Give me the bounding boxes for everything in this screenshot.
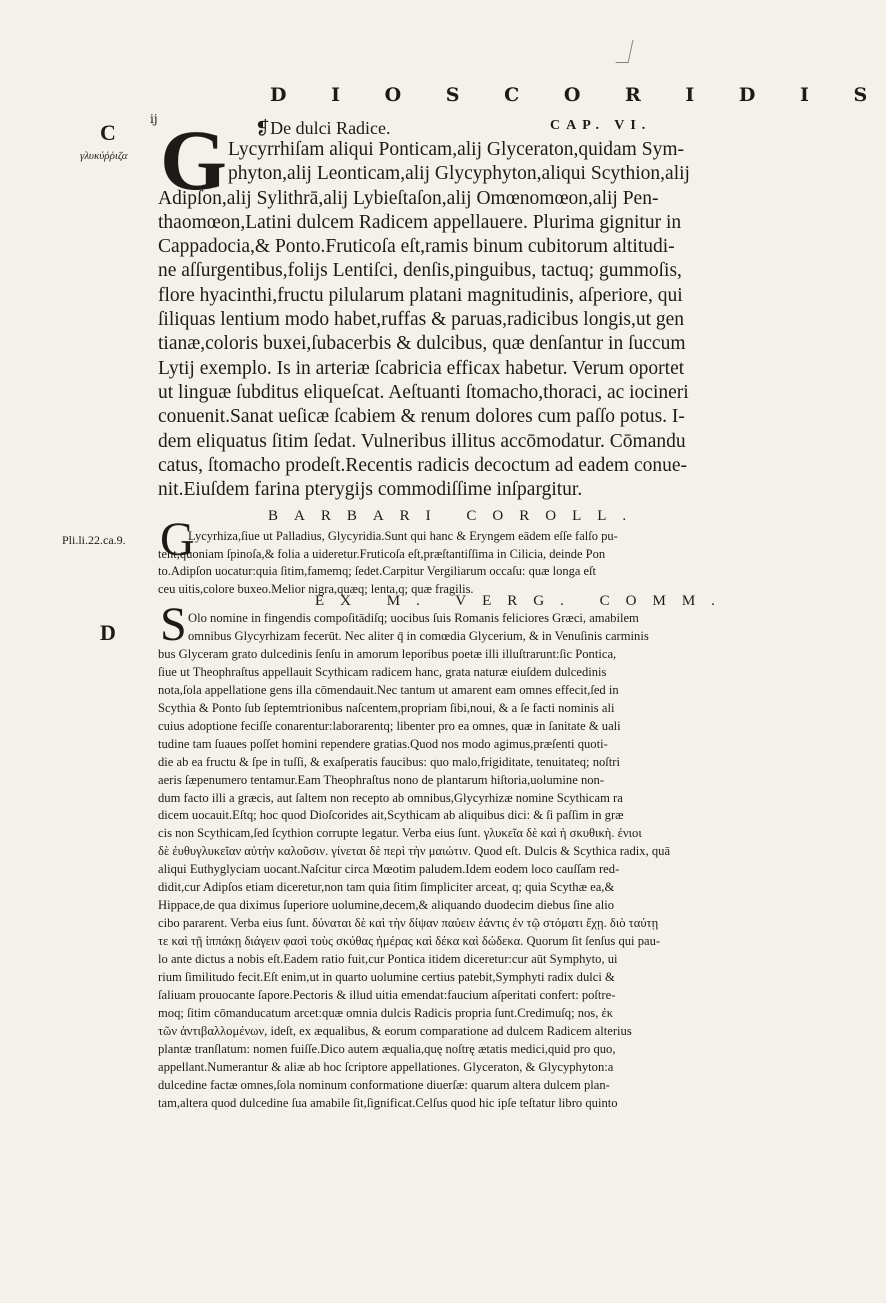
text-line: tent,quoniam ſpinoſa,& folia a uideretur.Fruticoſa eſt,præſtantiſſima in Cilicia, deinde Pon — [158, 546, 606, 561]
commentary-section-heading: EX M. VERG. COMM. — [315, 593, 731, 609]
text-line: conuenit.Sanat ueſicæ ſcabiem & renum dolores cum paſſo potus. I- — [158, 406, 685, 428]
barbari-section-heading: BARBARI COROLL. — [268, 508, 643, 524]
initial-s-commentary: S — [160, 598, 187, 651]
margin-letter-d: D — [100, 620, 116, 645]
text-line: τε καὶ τῇ ἱππάκῃ διάγειν φασὶ τοὺς σκύθας ἡμέρας καὶ δέκα καὶ δώδεκα. Quorum ſit ſenſus qui pau- — [158, 934, 661, 949]
text-line: omnibus Glycyrhizam fecerūt. Nec aliter q̄ in comœdia Glycerium, & in Venuſinis carminis — [188, 628, 649, 643]
margin-pliny-reference: Pli.li.22.ca.9. — [62, 533, 126, 547]
text-line: bus Glyceram grato dulcedinis ſenſu in amorum leporibus poetæ illi illuſtrarunt:ſic Pontica, — [158, 646, 617, 661]
text-line: dum facto illi a græcis, aut ſaltem non recepto ab omnibus,Glycyrhizæ nomine Scythicam ra — [158, 790, 623, 805]
decorated-initial-g: G — [160, 112, 227, 208]
text-line: cibo pararent. Verba eius ſunt. δύναται δὲ καὶ τὴν δίψαν παύειν ἐάντις ἐν τῷ στόματι ἔχῃ. διὸ ταύτῃ — [158, 916, 659, 931]
text-line: ut linguæ ſubditus eliqueſcat. Aeſtuanti ſtomacho,thoraci, ac iocineri — [158, 381, 689, 403]
text-line: Lytij exemplo. Is in arteriæ ſcabricia efficax habetur. Verum oportet — [158, 357, 685, 379]
text-line: lo ante dictus a nobis eſt.Eadem ratio fuit,cur Pontica itidem diceretur:cur aūt Symphyto, ui — [158, 952, 618, 967]
text-line: dem eliquatus ſitim ſedat. Vulneribus illitus accōmodatur. Cōmandu — [158, 430, 686, 452]
text-line: ceu uitis,colore buxeo.Melior nigra,quæq; lenta,q; quæ fragilis. — [158, 581, 474, 596]
commentary-text-block — [158, 610, 773, 1113]
text-line: aeris ſæpenumero tentamur.Eam Theophraſtus nono de plantarum hiſtoria,uolumine non- — [158, 772, 605, 787]
text-line: Lycyrrhiſam aliqui Ponticam,alij Glyceraton,quidam Sym- — [228, 139, 684, 160]
chapter-number: CAP. VI. — [550, 118, 652, 133]
text-line: ſiue ut Theophraſtus appellauit Scythicam radicem hanc, grata naturæ eiuſdem dulcedinis — [158, 664, 607, 679]
text-line: Olo nomine in fingendis compoſitādiſq; uocibus ſuis Romanis feliciores Græci, amabilem — [188, 611, 639, 625]
text-line: ſaliuam prouocante ſapore.Pectoris & illud uitia emendat:faucium aſperitati confert: poſtre- — [158, 988, 616, 1003]
text-line: appellant.Numerantur & aliæ ab hoc ſcriptore appellationes. Glyceraton, & Glycyphyton:a — [158, 1059, 614, 1074]
text-line: cuius adoptione feciſſe conarentur:laborarentq; libenter pro ea omnes, quæ in ſanitate & uali — [158, 718, 621, 733]
text-line: nota,ſola appellatione gens illa cōmendauit.Nec tantum ut amarent eam omnes effecit,ſed in — [158, 682, 619, 697]
text-line: ne aſſurgentibus,folijs Lentiſci, denſis,pinguibus, tactuq; gummoſis, — [158, 260, 682, 282]
text-line: Cappadocia,& Ponto.Fruticoſa eſt,ramis binum cubitorum altitudi- — [158, 236, 675, 258]
chapter-title: ❡De dulci Radice. — [255, 118, 391, 138]
text-line: didit,cur Adipſos etiam diceretur,non tam quia ſitim ſimpliciter arceat, q; quia Scythæ ea,& — [158, 880, 615, 895]
text-line: thaomœon,Latini dulcem Radicem appellauere. Plurima gignitur in — [158, 211, 682, 233]
text-line: cis non Scythicam,ſed ſcythion corrupte legatur. Verba eius ſunt. γλυκεῖα δὲ καὶ ἡ σκυθικὴ. ἐνιοι — [158, 826, 642, 841]
text-line: plantæ tranſlatum: nomen fuiſſe.Dico autem æqualia,quę noſtrę ætatis medici,quid pro quo, — [158, 1041, 616, 1056]
text-line: tudine tam ſuaues poſſet homini rependere gratias.Quod nos modo agimus,præſenti quoti- — [158, 736, 608, 751]
initial-g-barbari: G — [160, 513, 195, 566]
text-line: rium ſimilitudo fecit.Eſt enim,ut in quarto uolumine certius patebit,Symphyti radix dulci & — [158, 970, 615, 985]
chapter-heading — [255, 118, 765, 139]
text-line: ſiliquas lentium modo habet,ruffas & paruas,radicibus longis,ut gen — [158, 309, 685, 331]
text-line: τῶν ἀντιβαλλομένων, ideſt, ex æqualibus, & eorum comparatione ad dulcem Radicem alterius — [158, 1023, 632, 1038]
text-line: Scythia & Ponto ſub ſeptemtrionibus naſcentem,propriam ſibi,noui, & a ſe facti nominis ali — [158, 700, 615, 715]
text-line: Lycyrhiza,ſiue ut Palladius, Glycyridia.Sunt qui hanc & Eryngem eādem eſſe falſo pu- — [188, 529, 618, 543]
text-line: moq; ſitim cōmanducatum arcet:quæ omnia dulcis Radicis propria ſunt.Credimuſq; nos, ἐκ — [158, 1005, 614, 1020]
text-line: tam,altera quod dulcedine ſua amabile ſit,ſignificat.Celſus quod hic ipſe teſtatur libro quinto — [158, 1095, 618, 1110]
text-line: Hippace,de qua diximus ſuperiore uolumine,decem,& aliquando duodecim diebus ſine alio — [158, 898, 615, 913]
text-line: dicem uocauit.Eſtq; hoc quod Dioſcorides ait,Scythicam ab aliquibus dici: & ſi paſſim in græ — [158, 808, 624, 823]
margin-greek-note: γλυκύῤῥιζα — [80, 150, 128, 162]
page-corner-mark — [616, 40, 634, 63]
running-head: D I O S C O R I D I S — [270, 84, 886, 106]
text-line: catus, ſtomacho prodeſt.Recentis radicis decoctum ad eadem conue- — [158, 454, 688, 476]
text-line: phyton,alij Leonticam,alij Glycyphyton,aliqui Scythion,alij — [228, 163, 690, 185]
folio-mark: ij — [150, 112, 158, 126]
text-line: δὲ ἐυθυγλυκεῖαν αὐτὴν καλοῦσιν. γίνεται δὲ περὶ τὴν μαιώτιν. Quod eſt. Dulcis & Scythica radix, quā — [158, 844, 671, 859]
text-line: flore hyacinthi,fructu pilularum platani magnitudinis, aſperiore, qui — [158, 284, 683, 306]
text-line: nit.Eiuſdem farina pterygijs commodiſſime inſpargitur. — [158, 479, 583, 501]
text-line: Adipſon,alij Sylithrā,alij Lybieſtaſon,alij Omœnomœon,alij Pen- — [158, 187, 659, 209]
barbari-text-block — [158, 528, 770, 598]
margin-letter-c: C — [100, 120, 116, 145]
text-line: dulcedine factæ omnes,ſola nominum conformatione diuerſæ: quarum altera dulcem plan- — [158, 1077, 610, 1092]
text-line: die ab ea fructu & ſpe in tuſſi, & exaſperatis faucibus: quo malo,frigiditate, tenuitateq; noſtri — [158, 754, 620, 769]
main-text-block — [158, 138, 770, 502]
text-line: to.Adipſon uocatur:quia ſitim,famemq; ſedet.Carpitur Vergiliarum occaſu: quæ longa eſt — [158, 564, 596, 578]
text-line: tianæ,coloris buxei,ſubacerbis & dulcibus, quæ denſantur in ſuccum — [158, 333, 686, 355]
text-line: aliqui Euthyglyciam uocant.Naſcitur circa Mœotim paludem.Idem eodem loco cauſſam red- — [158, 862, 620, 877]
